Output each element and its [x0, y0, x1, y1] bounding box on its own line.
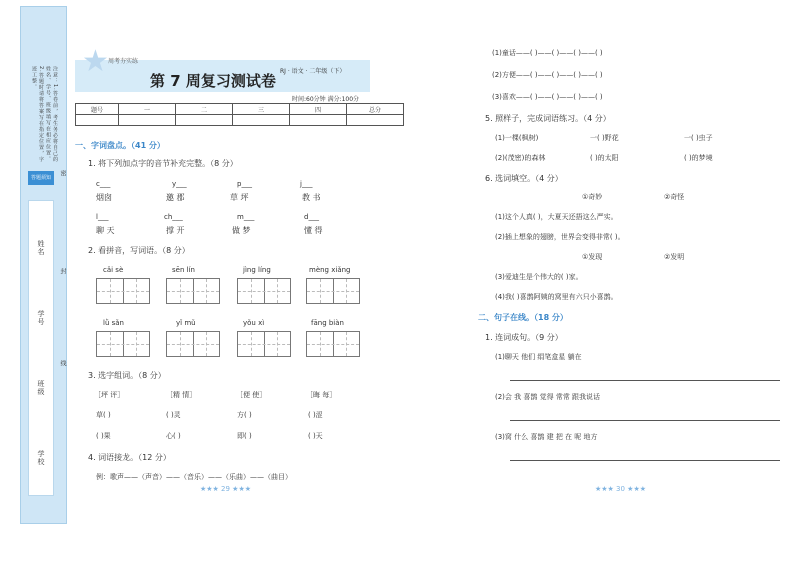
writing-box[interactable] — [96, 278, 150, 304]
q3-head: ［精 情］ — [166, 391, 197, 399]
q1-word: 做 梦 — [232, 226, 251, 235]
time-score: 时间:60分钟 满分:100分 — [292, 96, 360, 103]
q3-blank[interactable]: ( )天 — [308, 432, 323, 440]
answer-line[interactable] — [510, 380, 780, 381]
answer-line[interactable] — [510, 460, 780, 461]
field-class-label: 班级 — [37, 380, 45, 396]
writing-box[interactable] — [306, 331, 360, 357]
q6-sentence[interactable]: (3)爱迪生是个伟大的( )家。 — [495, 273, 583, 281]
score-col: 四 — [290, 104, 347, 115]
page-title: 第 7 周复习测试卷 — [150, 72, 276, 90]
q3-blank[interactable]: ( )涩 — [308, 411, 323, 419]
q1-pinyin[interactable]: m___ — [237, 213, 255, 221]
q6-sentence[interactable]: (1)这个人真( )，大夏天还捂这么严实。 — [495, 213, 618, 221]
question-3: 3. 选字组词。（8 分） — [88, 371, 166, 380]
q1-pinyin[interactable]: p___ — [237, 180, 252, 188]
q1-word: 撑 开 — [166, 226, 185, 235]
chain-row[interactable]: (1)童话——( )——( )——( )——( ) — [492, 49, 603, 57]
q2-pinyin: lǜ sǎn — [103, 319, 124, 327]
q1-word: 邀 郡 — [166, 193, 185, 202]
chain-row[interactable]: (3)喜欢——( )——( )——( )——( ) — [492, 93, 603, 101]
q3-blank[interactable]: 心( ) — [166, 432, 181, 440]
writing-box[interactable] — [96, 331, 150, 357]
question-4: 4. 词语接龙。（12 分） — [88, 453, 171, 462]
q3-head: ［坪 评］ — [94, 391, 125, 399]
score-table — [75, 103, 404, 126]
q2-pinyin: sēn lín — [172, 266, 195, 274]
question-7: 1. 连词成句。（9 分） — [485, 333, 563, 342]
q5-item: (1)一棵(枫树) — [495, 134, 539, 142]
q5-item[interactable]: 一( )野花 — [590, 134, 619, 142]
q5-item: (2)(茂密)的森林 — [495, 154, 546, 162]
q3-blank[interactable]: 方( ) — [237, 411, 252, 419]
q1-pinyin[interactable]: l___ — [96, 213, 109, 221]
q2-pinyin: yǐ mǔ — [176, 319, 196, 327]
seal-feng: 封 — [59, 268, 66, 275]
q7-words: (3)窝 什么 喜鹊 建 把 在 呢 地方 — [495, 433, 598, 441]
page-number-right: ★★★ 30 ★★★ — [595, 485, 647, 493]
score-cell[interactable] — [290, 115, 347, 126]
q1-pinyin[interactable]: j___ — [300, 180, 313, 188]
section-2-heading: 二、句子在线。（18 分） — [478, 313, 568, 322]
question-5: 5. 照样子，完成词语练习。（4 分） — [485, 114, 611, 123]
q1-word: 懂 得 — [304, 226, 323, 235]
q2-pinyin: cǎi sè — [103, 266, 124, 274]
q5-item[interactable]: ( )的梦境 — [684, 154, 713, 162]
seal-xian: 线 — [59, 360, 66, 367]
score-col: 三 — [233, 104, 290, 115]
score-col: 二 — [176, 104, 233, 115]
q1-pinyin[interactable]: ch___ — [164, 213, 183, 221]
q4-example: 例：歌声——（声音）——（音乐）——（乐曲）——（曲目） — [96, 473, 292, 481]
q2-pinyin: fāng biàn — [311, 319, 344, 327]
q3-blank[interactable]: ( )果 — [96, 432, 111, 440]
q1-pinyin[interactable]: y___ — [172, 180, 187, 188]
q3-blank[interactable]: ( )灵 — [166, 411, 181, 419]
q1-word: 烟囱 — [96, 193, 112, 202]
q1-word: 草 坪 — [230, 193, 249, 202]
q7-words: (2)会 我 喜鹊 觉得 常常 跟我说话 — [495, 393, 601, 401]
sidebar-band: 答题须知 — [28, 171, 54, 185]
sidebar-instructions: 注意：1.答卷前，考生务必将自己的姓名、学号、班级填写在相应位置。2.答题时请将答案写在指定位置，字迹工整。 — [31, 66, 58, 163]
q6-sentence[interactable]: (2)插上想象的翅膀，世界会变得非常( )。 — [495, 233, 625, 241]
q1-word: 聊 天 — [96, 226, 115, 235]
answer-line[interactable] — [510, 420, 780, 421]
q6-option: ①发现 — [582, 253, 603, 261]
score-col: 一 — [119, 104, 176, 115]
field-name-label: 姓名 — [37, 240, 45, 256]
chain-row[interactable]: (2)方便——( )——( )——( )——( ) — [492, 71, 603, 79]
tagline: 周考夯实练 — [108, 58, 139, 65]
writing-box[interactable] — [166, 278, 220, 304]
seal-mi: 密 — [59, 170, 66, 177]
q3-head: ［晦 每］ — [306, 391, 337, 399]
q1-word: 教 书 — [302, 193, 321, 202]
grade-meta: RJ · 语文 · 二年级（下） — [280, 68, 346, 75]
writing-box[interactable] — [306, 278, 360, 304]
score-cell[interactable] — [233, 115, 290, 126]
q6-sentence[interactable]: (4)我( )喜鹊阿姨的窝里有六只小喜鹊。 — [495, 293, 618, 301]
score-cell[interactable] — [76, 115, 119, 126]
q2-pinyin: yǒu xì — [243, 319, 265, 327]
q3-head: ［便 使］ — [236, 391, 267, 399]
question-1: 1. 将下列加点字的音节补充完整。（8 分） — [88, 159, 238, 168]
q3-blank[interactable]: 草( ) — [96, 411, 111, 419]
score-col: 总分 — [347, 104, 404, 115]
writing-box[interactable] — [166, 331, 220, 357]
q1-pinyin[interactable]: d___ — [304, 213, 319, 221]
q2-pinyin: mèng xiǎng — [309, 266, 351, 274]
q6-option: ②奇怪 — [664, 193, 685, 201]
writing-box[interactable] — [237, 331, 291, 357]
field-id-label: 学号 — [37, 310, 45, 326]
q2-pinyin: jìng líng — [243, 266, 271, 274]
writing-box[interactable] — [237, 278, 291, 304]
q5-item[interactable]: 一( )虫子 — [684, 134, 713, 142]
score-col: 题号 — [76, 104, 119, 115]
score-cell[interactable] — [176, 115, 233, 126]
field-school-label: 学校 — [37, 450, 45, 466]
star-icon: ★ — [82, 44, 109, 79]
q3-blank[interactable]: 即( ) — [237, 432, 252, 440]
score-cell[interactable] — [347, 115, 404, 126]
q5-item[interactable]: ( )的太阳 — [590, 154, 619, 162]
score-cell[interactable] — [119, 115, 176, 126]
q7-words: (1)聊天 他们 绢笔盒星 躺在 — [495, 353, 582, 361]
page-number-left: ★★★ 29 ★★★ — [200, 485, 252, 493]
q1-pinyin[interactable]: c___ — [96, 180, 111, 188]
question-6: 6. 选词填空。（4 分） — [485, 174, 563, 183]
section-1-heading: 一、字词盘点。（41 分） — [75, 141, 165, 150]
q6-option: ②发明 — [664, 253, 685, 261]
q6-option: ①奇妙 — [582, 193, 603, 201]
question-2: 2. 看拼音，写词语。（8 分） — [88, 246, 190, 255]
